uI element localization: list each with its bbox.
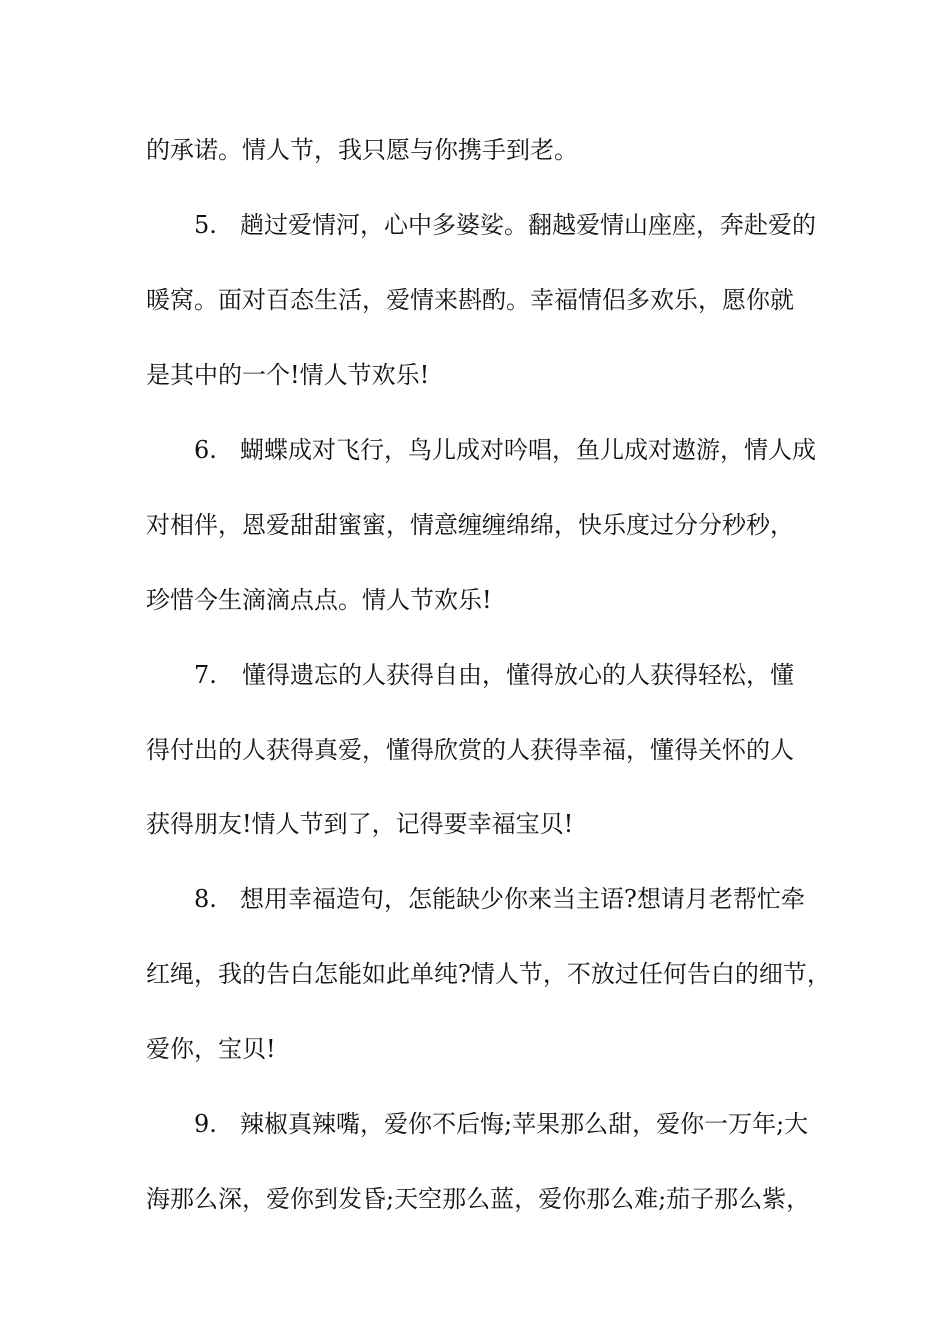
item-text: 辣椒真辣嘴，爱你不后悔;苹果那么甜，爱你一万年;大 <box>240 1110 809 1138</box>
item-number: 8. <box>194 885 217 913</box>
item-7-line-1 <box>146 655 794 695</box>
item-7-line-2: 得付出的人获得真爱，懂得欣赏的人获得幸福，懂得关怀的人 <box>146 736 794 764</box>
item-text: 蝴蝶成对飞行，鸟儿成对吟唱，鱼儿成对遨游，情人成 <box>240 436 816 464</box>
item-6-line-1 <box>146 430 816 470</box>
item-number: 6. <box>194 436 217 464</box>
item-number: 9. <box>194 1110 217 1138</box>
item-6-line-3: 珍惜今生滴滴点点。情人节欢乐! <box>146 586 492 614</box>
item-5-line-3: 是其中的一个!情人节欢乐! <box>146 361 430 389</box>
item-5-line-1 <box>146 205 816 245</box>
item-8-line-3: 爱你，宝贝! <box>146 1035 276 1063</box>
continuation-line: 的承诺。情人节，我只愿与你携手到老。 <box>146 136 578 164</box>
item-text: 想用幸福造句，怎能缺少你来当主语?想请月老帮忙牵 <box>240 885 805 913</box>
item-text: 懂得遗忘的人获得自由，懂得放心的人获得轻松，懂 <box>242 661 794 689</box>
item-7-line-3: 获得朋友!情人节到了，记得要幸福宝贝! <box>146 810 574 838</box>
item-8-line-1 <box>146 879 805 919</box>
item-5-line-2: 暖窝。面对百态生活，爱情来斟酌。幸福情侣多欢乐，愿你就 <box>146 286 794 314</box>
item-number: 7. <box>194 661 217 689</box>
item-8-line-2: 红绳，我的告白怎能如此单纯?情人节，不放过任何告白的细节， <box>146 960 831 988</box>
item-6-line-2: 对相伴，恩爱甜甜蜜蜜，情意缠缠绵绵，快乐度过分分秒秒， <box>146 511 794 539</box>
item-9-line-2: 海那么深，爱你到发昏;天空那么蓝，爱你那么难;茄子那么紫， <box>146 1185 811 1213</box>
item-text: 趟过爱情河，心中多婆娑。翻越爱情山座座，奔赴爱的 <box>240 211 816 239</box>
item-number: 5. <box>194 211 217 239</box>
item-9-line-1 <box>146 1104 808 1144</box>
